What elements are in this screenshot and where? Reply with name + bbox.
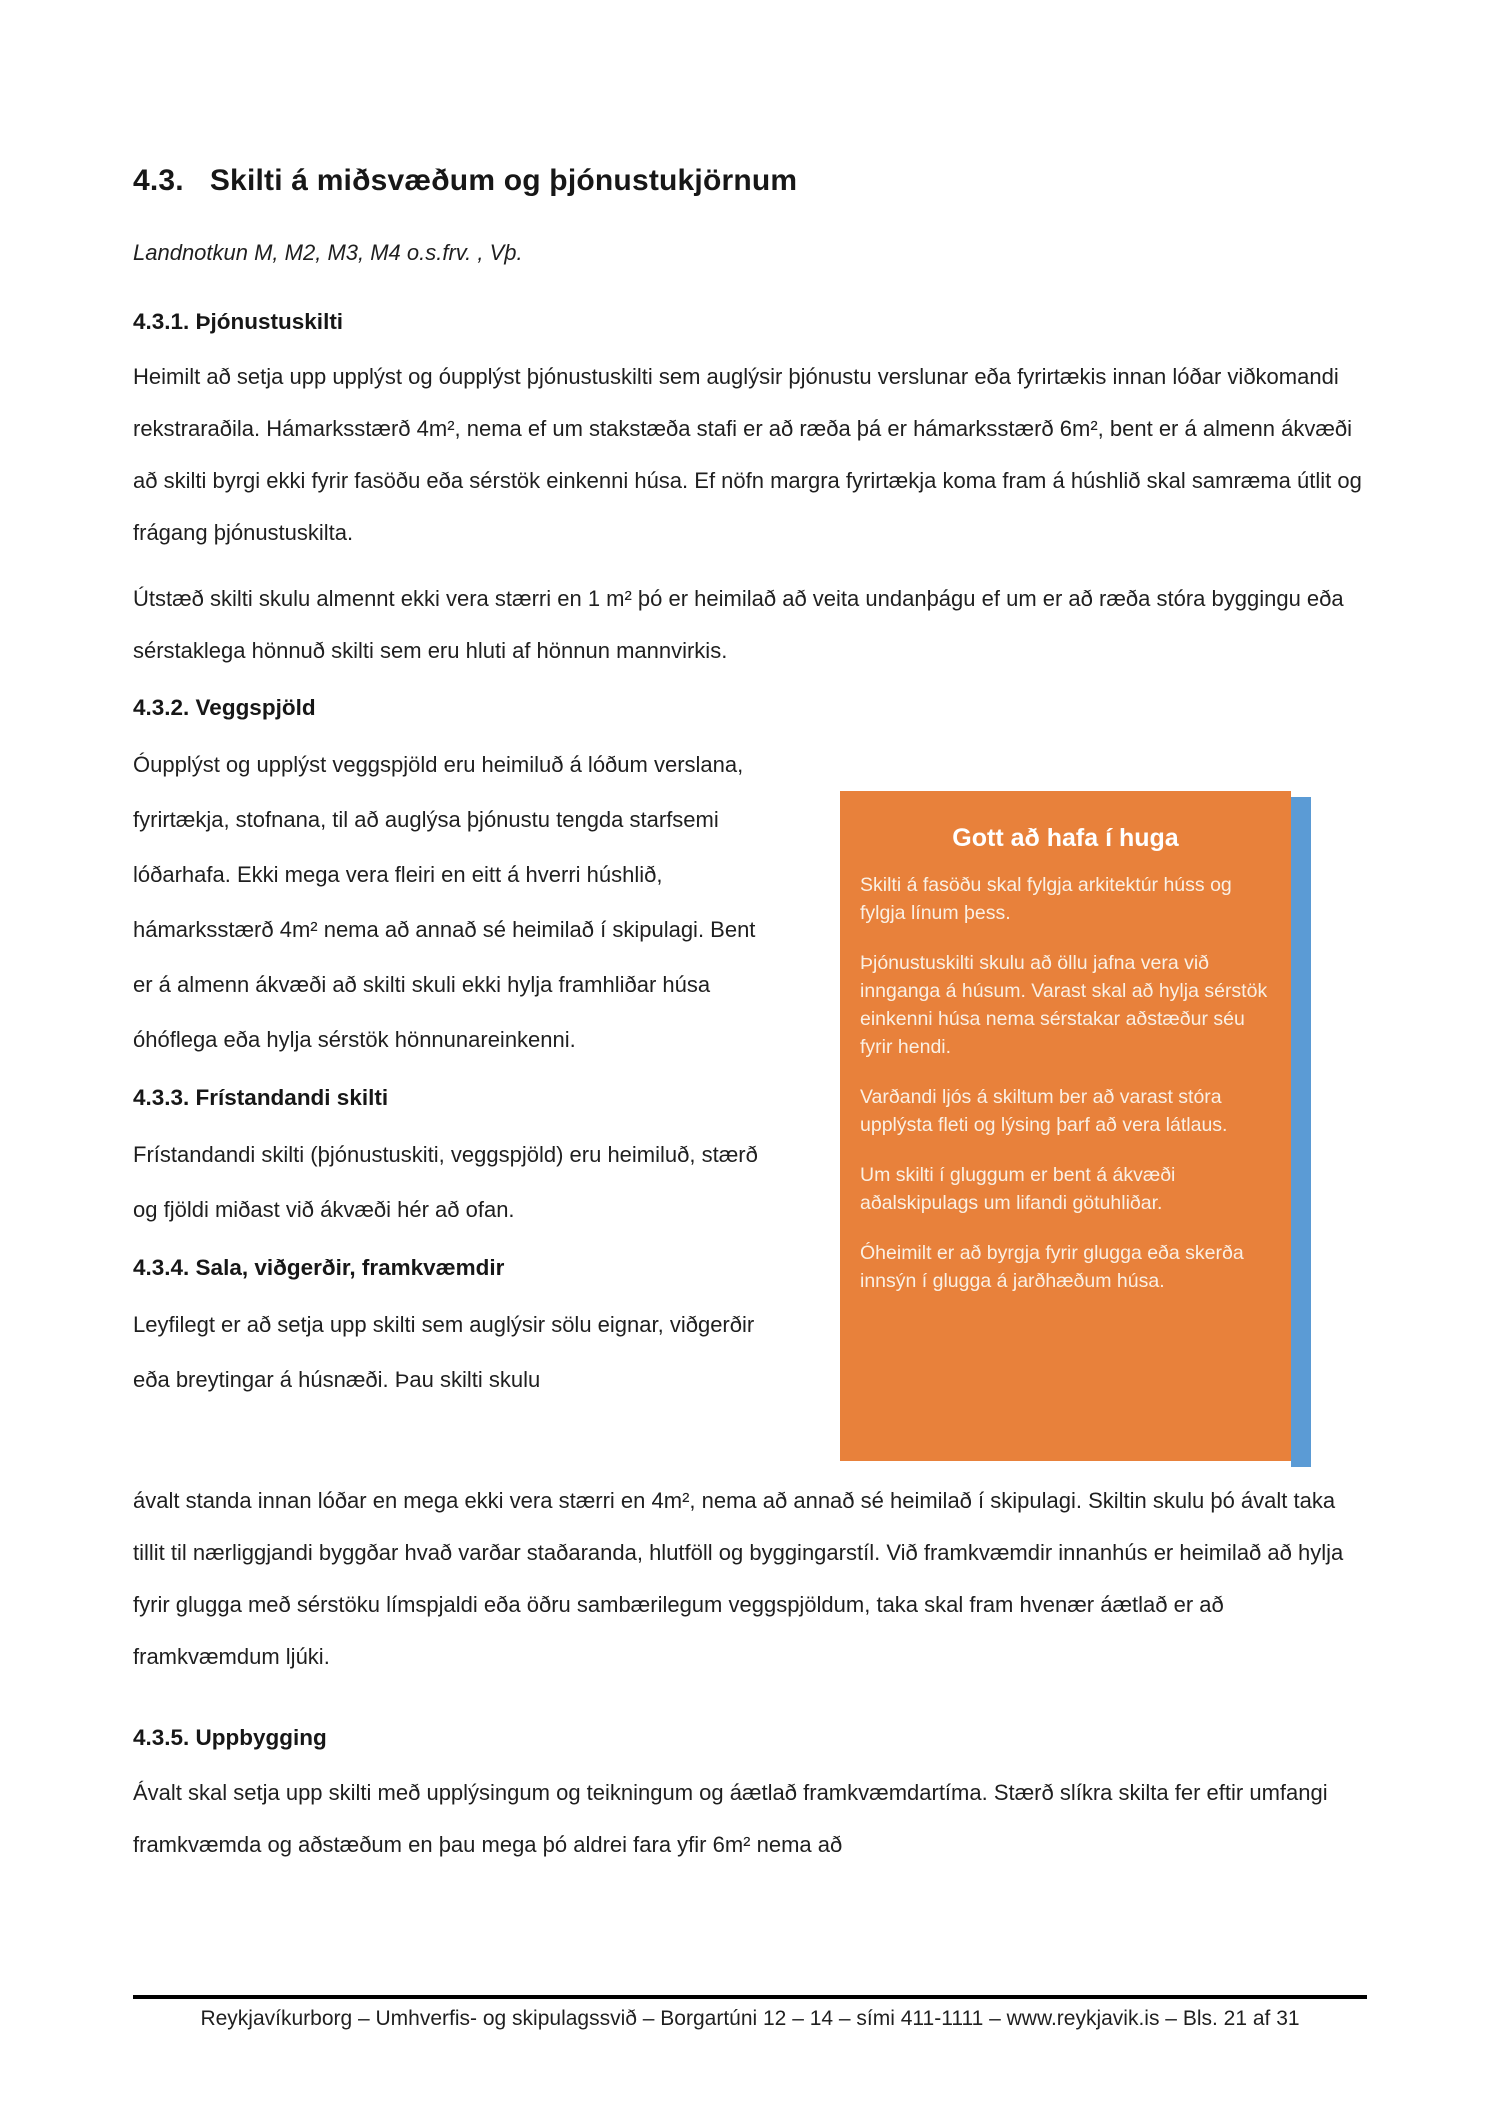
- callout-paragraph-5: Óheimilt er að byrgja fyrir glugga eða skerða innsýn í glugga á jarðhæðum húsa.: [860, 1242, 1244, 1292]
- page-title: [133, 163, 1367, 199]
- paragraph-4-3-3: Frístandandi skilti (þjónustuskiti, veggspjöld) eru heimiluð, stærð og fjöldi miðast við ákvæði hér að ofan.: [133, 1142, 758, 1222]
- callout-accent-bar: [1291, 797, 1311, 1467]
- paragraph-4-3-1-a: Heimilt að setja upp upplýst og óupplýst þjónustuskilti sem auglýsir þjónustu verslunar eða fyrirtækis innan lóðar viðkomandi rekstraraðila. Hámarksstærð 4m², nema ef um stakstæða stafi er að ræða þá er hámarksstærð 6m², bent er á almenn ákvæði að skilti byrgi ekki fyrir fasöðu eða sérstök einkenni húsa. Ef nöfn margra fyrirtækja koma fram á húshlið skal samræma útlit og frágang þjónustuskilta.: [133, 364, 1362, 545]
- callout-paragraph-2: Þjónustuskilti skulu að öllu jafna vera við innganga á húsum. Varast skal að hylja sérstök einkenni húsa nema sérstakar aðstæður séu fyrir hendi.: [860, 952, 1268, 1058]
- paragraph-4-3-5: Ávalt skal setja upp skilti með upplýsingum og teikningum og áætlað framkvæmdartíma. Stærð slíkra skilta fer eftir umfangi framkvæmda og aðstæðum en þau mega þó aldrei fara yfir 6m² nema að: [133, 1780, 1328, 1857]
- callout-paragraph-1: Skilti á fasöðu skal fylgja arkitektúr húss og fylgja línum þess.: [860, 874, 1232, 924]
- two-column-region: [133, 693, 1367, 1461]
- callout-paragraph-4: Um skilti í gluggum er bent á ákvæði aðalskipulags um lifandi götuhliðar.: [860, 1164, 1176, 1214]
- title-text: Skilti á miðsvæðum og þjónustukjörnum: [209, 164, 798, 197]
- paragraph-4-3-4-a: Leyfilegt er að setja upp skilti sem auglýsir sölu eignar, viðgerðir eða breytingar á húsnæði. Þau skilti skulu: [133, 1312, 755, 1392]
- footer-text: Reykjavíkurborg – Umhverfis- og skipulagssvið – Borgartúni 12 – 14 – sími 411-1111 – www.reykjavik.is – Bls. 21 af 31: [200, 2007, 1300, 2030]
- title-number: 4.3.: [133, 164, 184, 197]
- paragraph-4-3-2: Óupplýst og upplýst veggspjöld eru heimiluð á lóðum verslana, fyrirtækja, stofnana, til að auglýsa þjónustu tengda starfsemi lóðarhafa. Ekki mega vera fleiri en eitt á hverri húshlið, hámarksstærð 4m² nema að annað sé heimilað í skipulagi. Bent er á almenn ákvæði að skilti skuli ekki hylja framhliðar húsa óhóflega eða hylja sérstök hönnunareinkenni.: [133, 752, 756, 1052]
- callout-box: [840, 791, 1311, 1461]
- section-heading-4-3-2: 4.3.2. Veggspjöld: [133, 695, 316, 720]
- callout-content: [840, 791, 1291, 1461]
- footer-rule: [133, 1995, 1367, 1999]
- callout-paragraph-3: Varðandi ljós á skiltum ber að varast stóra upplýsta fleti og lýsing þarf að vera látlaus.: [860, 1086, 1228, 1136]
- section-heading-4-3-4: 4.3.4. Sala, viðgerðir, framkvæmdir: [133, 1255, 505, 1280]
- callout-title: Gott að hafa í huga: [952, 824, 1179, 852]
- left-column: [133, 693, 778, 1407]
- section-heading-4-3-3: 4.3.3. Frístandandi skilti: [133, 1085, 389, 1110]
- section-heading-4-3-1: 4.3.1. Þjónustuskilti: [133, 309, 344, 334]
- paragraph-4-3-1-b: Útstæð skilti skulu almennt ekki vera stærri en 1 m² þó er heimilað að veita undanþágu ef um er að ræða stóra byggingu eða sérstaklega hönnuð skilti sem eru hluti af hönnun mannvirkis.: [133, 586, 1344, 663]
- page-footer: [133, 1995, 1367, 2031]
- paragraph-4-3-4-b: ávalt standa innan lóðar en mega ekki vera stærri en 4m², nema að annað sé heimilað í skipulagi. Skiltin skulu þó ávalt taka tillit til nærliggjandi byggðar hvað varðar staðaranda, hlutföll og byggingarstíl. Við framkvæmdir innanhús er heimilað að hylja fyrir glugga með sérstöku límspjaldi eða öðru sambærilegum veggspjöldum, taka skal fram hvenær áætlað er að framkvæmdum ljúki.: [133, 1488, 1344, 1669]
- land-use-subtitle: Landnotkun M, M2, M3, M4 o.s.frv. , Vþ.: [133, 240, 523, 265]
- section-heading-4-3-5: 4.3.5. Uppbygging: [133, 1725, 327, 1750]
